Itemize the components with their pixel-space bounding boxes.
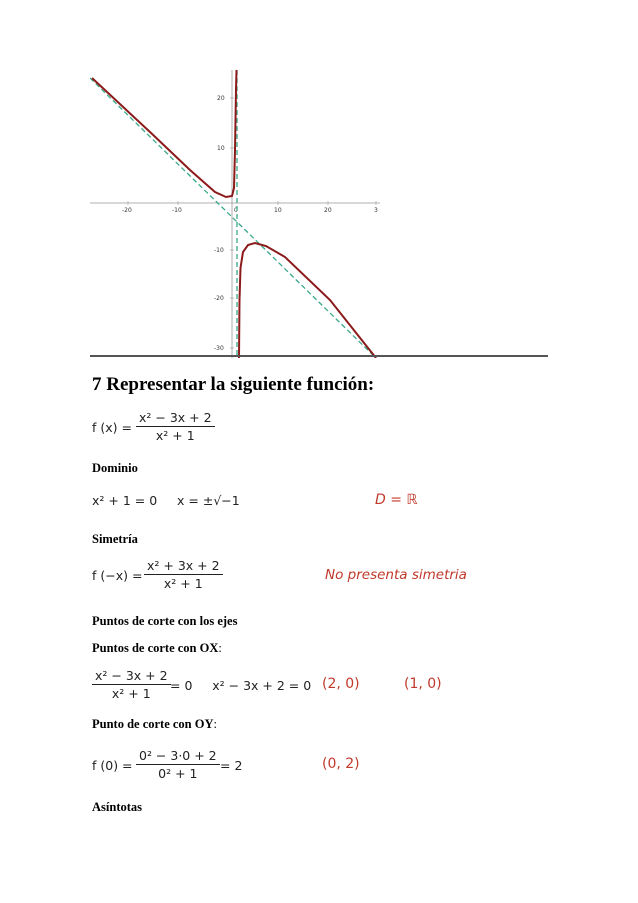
formula-numerator: x² − 3x + 2 <box>139 410 212 425</box>
ox-equation <box>92 668 322 704</box>
oblique-asymptote <box>90 78 376 358</box>
dominio-equation: x² + 1 = 0 x = ±√−1 <box>92 493 240 508</box>
ox-label <box>92 641 222 656</box>
y-tick-label: -10 <box>214 247 224 254</box>
curve-left-branch <box>92 70 237 197</box>
oy-numerator: 0² − 3·0 + 2 <box>139 748 217 763</box>
dominio-result: D = ℝ <box>375 492 418 508</box>
ox-denominator: x² + 1 <box>92 684 171 701</box>
oy-label-colon: : <box>213 717 217 731</box>
simetria-fraction <box>144 558 223 591</box>
y-tick-label: -20 <box>214 295 224 302</box>
ox-label-colon: : <box>218 641 222 655</box>
ox-point-2: (1, 0) <box>404 676 442 692</box>
dominio-label: Dominio <box>92 461 138 475</box>
simetria-numerator: x² + 3x + 2 <box>147 558 220 573</box>
oy-label-text: Punto de corte con OY <box>92 717 214 731</box>
horizontal-rule <box>90 355 548 357</box>
x-tick-label: -20 <box>122 207 132 214</box>
oy-point: (0, 2) <box>322 756 360 772</box>
oy-equation <box>92 748 322 784</box>
oy-denominator: 0² + 1 <box>136 764 220 781</box>
curve-right-branch <box>239 243 376 358</box>
x-tick-label: 20 <box>324 207 332 214</box>
function-formula <box>92 410 312 444</box>
simetria-denominator: x² + 1 <box>144 574 223 591</box>
x-tick-label: 3 <box>374 207 378 214</box>
function-graph <box>90 70 380 358</box>
formula-denominator: x² + 1 <box>136 426 215 443</box>
simetria-result: No presenta simetria <box>325 567 467 583</box>
ox-fraction <box>92 668 171 701</box>
x-tick-label: 0 <box>234 207 238 214</box>
simetria-formula <box>92 558 312 592</box>
y-tick-label: -30 <box>214 345 224 352</box>
oy-lhs: f (0) = <box>92 758 133 773</box>
x-tick-label: 10 <box>274 207 282 214</box>
x-tick-label: -10 <box>172 207 182 214</box>
formula-lhs: f (x) = <box>92 420 132 435</box>
oy-rest: = 2 <box>220 758 243 773</box>
formula-fraction <box>136 410 215 443</box>
simetria-lhs: f (−x) = <box>92 568 143 583</box>
exercise-heading: 7 Representar la siguiente función: <box>92 374 375 395</box>
y-tick-label: 20 <box>217 95 225 102</box>
oy-label <box>92 717 217 732</box>
ox-label-text: Puntos de corte con OX <box>92 641 219 655</box>
ox-numerator: x² − 3x + 2 <box>95 668 168 683</box>
ox-point-1: (2, 0) <box>322 676 360 692</box>
y-tick-label: 10 <box>217 145 225 152</box>
simetria-label: Simetría <box>92 532 138 546</box>
asintotas-label: Asíntotas <box>92 800 143 814</box>
cortes-label: Puntos de corte con los ejes <box>92 614 238 628</box>
ox-rest: = 0 x² − 3x + 2 = 0 <box>170 678 312 693</box>
oy-fraction <box>136 748 220 781</box>
